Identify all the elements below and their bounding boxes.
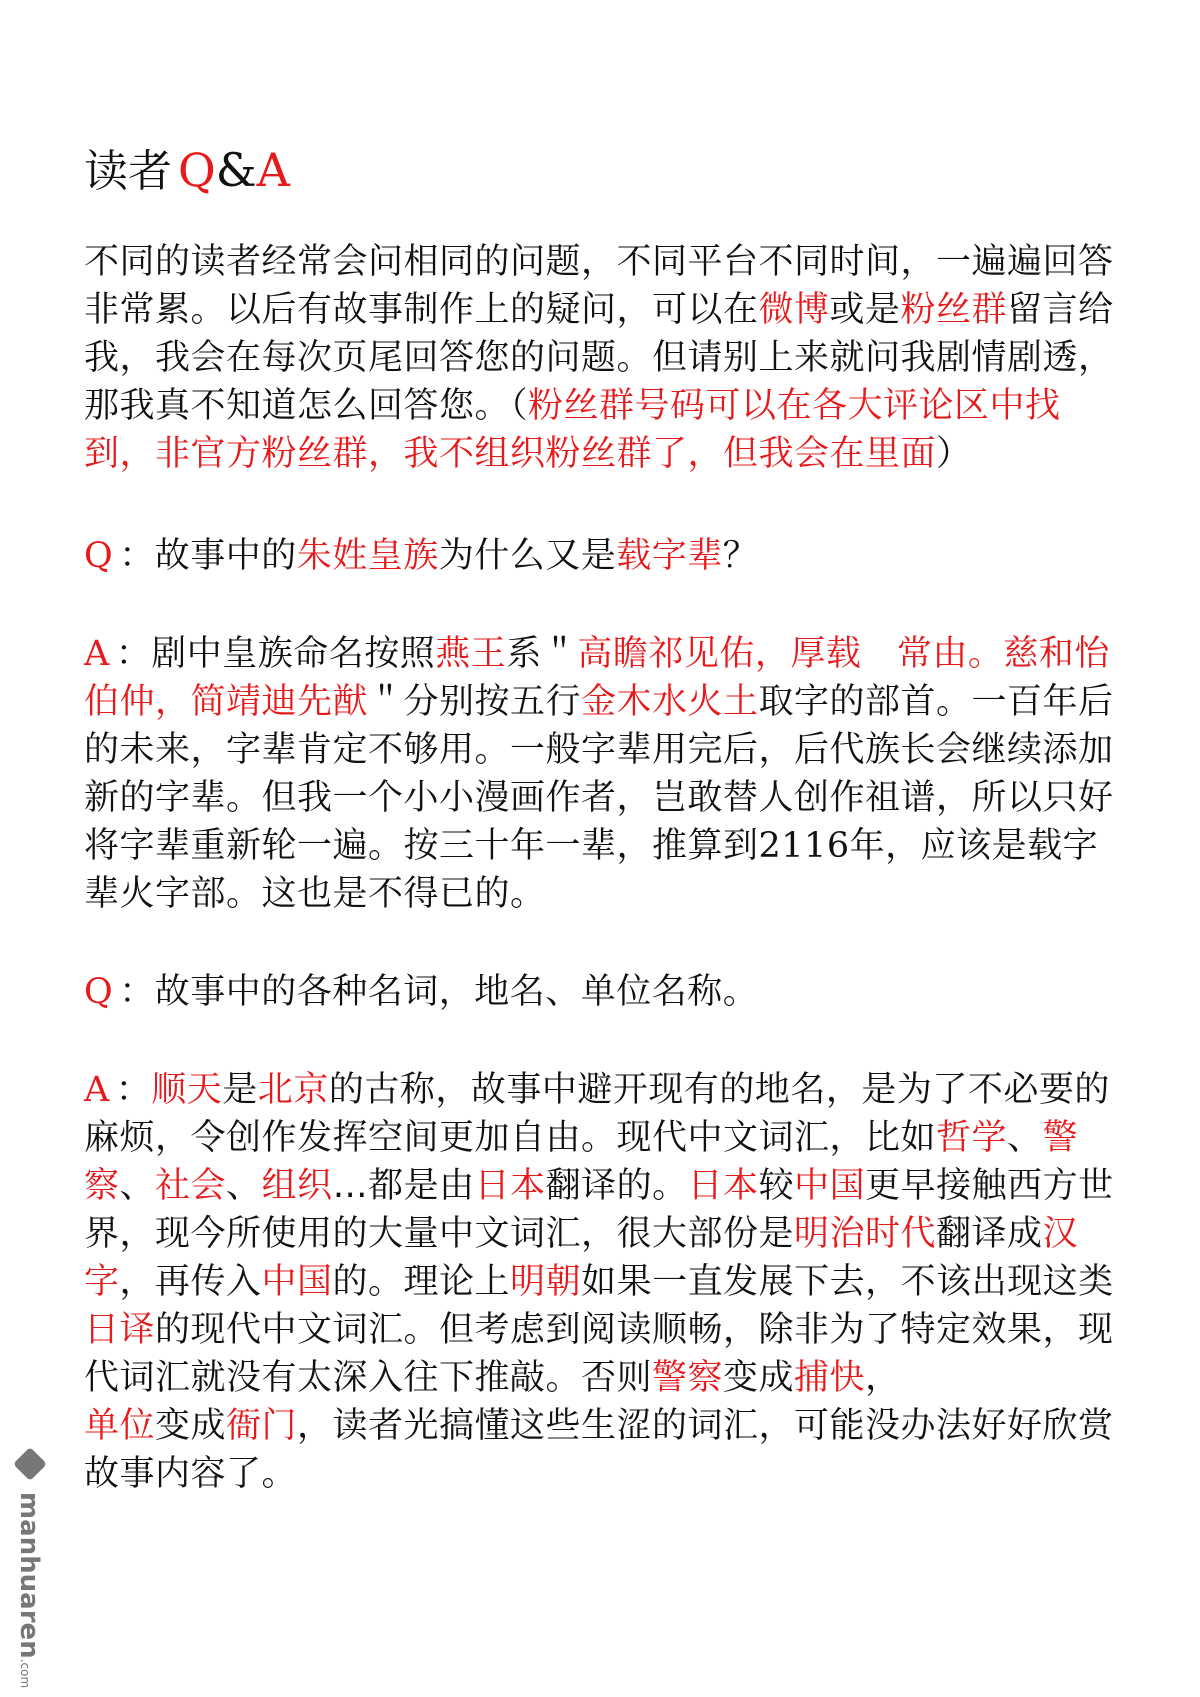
highlight-term: 燕王 [435,634,507,674]
title-amp: & [215,143,257,197]
highlight-term: 微博 [758,290,830,330]
highlight-term: 哲学 [936,1118,1008,1158]
highlight-term: 警察 [652,1358,724,1398]
body-text: ） [936,434,972,474]
body-text: 或是 [829,290,901,330]
highlight-term: 社会 [155,1166,227,1206]
qa-label: Q [84,972,114,1012]
qa-label: A [84,634,110,674]
body-text: 不同的读者经常会问相同的问题，不同平台不同时间，一遍遍回答非常累。以后有故事制作上的疑问，可以在 [84,242,1114,330]
body-text: ：剧中皇族命名按照 [115,634,436,674]
body-text: 、 [226,1166,262,1206]
watermark-text [14,1492,44,1689]
body-text: 如果一直发展下去，不该出现这类 [581,1262,1114,1302]
body-text: 的古称，故事中避开现有的地名，是为了不必要的麻烦，令创作发挥空间更加自由。现代中文词汇，比如 [84,1070,1110,1158]
watermark-name: manhuaren [14,1492,44,1659]
body-text: ： [115,1070,152,1110]
body-text: ， [865,1358,901,1398]
body-text: 的。理论上 [332,1262,511,1302]
title-a: A [256,143,290,197]
highlight-term: 单位 [84,1406,156,1446]
highlight-term: 中国 [261,1262,333,1302]
body-text: 为什么又是 [438,536,617,576]
highlight-term: 明朝 [510,1262,582,1302]
highlight-term: 明治时代 [794,1214,937,1254]
highlight-term: 中国 [794,1166,866,1206]
body-text: 、 [119,1166,156,1206]
highlight-term: 衙门 [226,1406,298,1446]
body-text: ？ [722,536,759,576]
highlight-term: 粉丝群号码可以在各大评论区中找到，非官方粉丝群，我不组织粉丝群了，但我会在里面 [84,386,1061,474]
page-title [84,140,290,202]
body-text: 较 [758,1166,795,1206]
highlight-term: 顺天 [151,1070,223,1110]
body-text: 取字的部首。一百年后的未来，字辈肯定不够用。一般字辈用完后，后代族长会继续添加新的字辈。但我一个小小漫画作者，岂敢替人创作祖谱，所以只好将字辈重新轮一遍。按三十年一辈，推算到 [84,682,1114,866]
answer-2 [84,1066,1114,1498]
question-2 [84,968,1114,1016]
body-text: ，再传入 [119,1262,262,1302]
highlight-term: 警察 [84,1118,1079,1206]
body-text: ：故事中的 [119,536,297,576]
body-text: ，读者光搞懂这些生涩的词汇，可能没办法好好欣赏故事内容了。 [84,1406,1114,1494]
body-text: 的现代中文词汇。但考虑到阅读顺畅，除非为了特定效果，现代词汇就没有太深入往下推敲。否则 [84,1310,1114,1398]
title-q: Q [178,143,216,197]
question-1 [84,532,1114,580]
highlight-term: 北京 [257,1070,329,1110]
watermark-tld: .com [18,1658,32,1689]
body-text: 更早接触西方世界，现今所使用的大量中文词汇，很大部份是 [84,1166,1114,1254]
highlight-term: 捕快 [794,1358,866,1398]
body-text: 、 [1007,1118,1043,1158]
body-text: ：故事中的各种名词，地名、单位名称。 [119,972,759,1012]
highlight-term: 载字辈 [616,536,723,576]
body-text: 变成 [155,1406,227,1446]
body-text: …都是由 [332,1166,475,1206]
highlight-term: 金木水火土 [581,682,759,722]
body-text: 系＂ [506,634,578,674]
qa-label: Q [84,536,114,576]
manhuaren-logo-icon [13,1447,47,1481]
body-text: ＂分别按五行 [368,682,582,722]
highlight-term: 日本 [687,1166,759,1206]
body-text: 翻译的。 [545,1166,688,1206]
body-text: 年，应该是载字辈火字部。这也是不得已的。 [84,826,1099,914]
highlight-term: 日本 [474,1166,546,1206]
body-text: 留言给我，我会在每次页尾回答您的问题。但请别上来就问我剧情剧透，那我真不知道怎么回答您。（ [84,290,1114,426]
year-number: 2116 [758,826,850,866]
highlight-term: 组织 [261,1166,333,1206]
highlight-term: 朱姓皇族 [296,536,439,576]
answer-1 [84,630,1114,918]
body-text: 是 [222,1070,258,1110]
title-qa [178,143,290,197]
site-watermark [12,1452,48,1692]
title-main: 读者 [84,146,172,197]
qa-label: A [84,1070,110,1110]
highlight-term: 高瞻祁见佑，厚载 常由。慈和怡伯仲，简靖迪先猷 [84,634,1110,722]
body-text: 翻译成 [936,1214,1043,1254]
intro-paragraph [84,238,1114,478]
highlight-term: 粉丝群 [900,290,1008,330]
highlight-term: 汉字 [84,1214,1079,1302]
body-text: 变成 [723,1358,795,1398]
highlight-term: 日译 [84,1310,156,1350]
